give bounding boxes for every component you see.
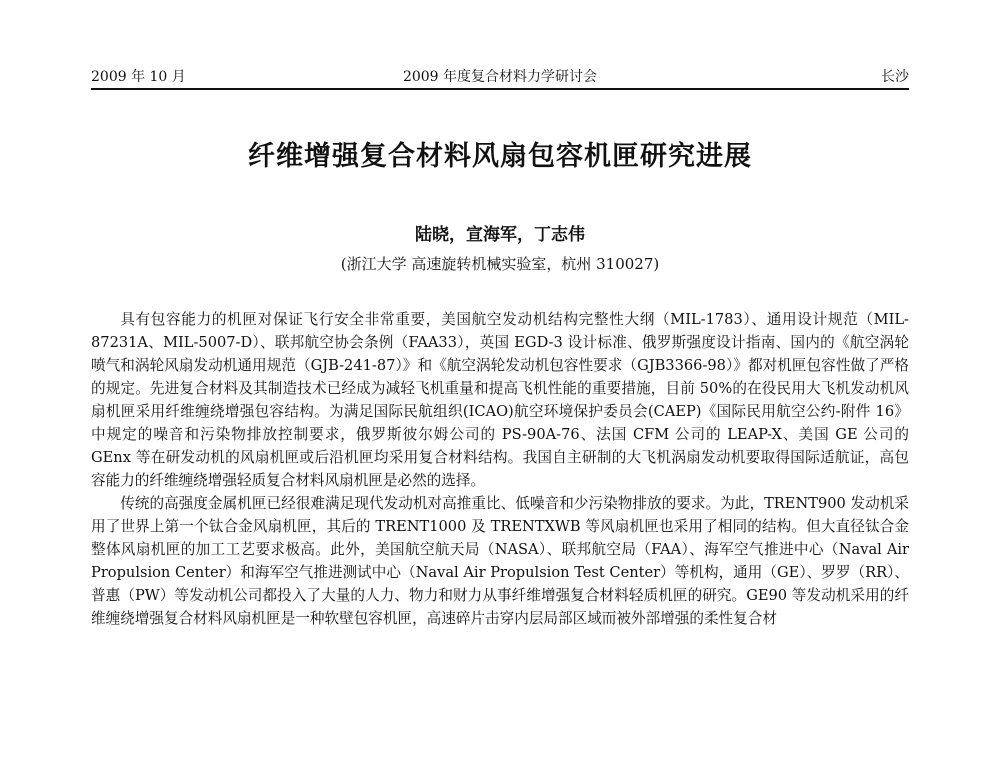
running-header (91, 66, 909, 90)
paper-title: 纤维增强复合材料风扇包容机匣研究进展 (248, 141, 752, 172)
paper-authors: 陆晓，宣海军，丁志伟 (415, 225, 585, 245)
header-location: 长沙 (881, 69, 909, 85)
header-conference: 2009 年度复合材料力学研讨会 (402, 69, 598, 85)
paper-affiliation: (浙江大学 高速旋转机械实验室，杭州 310027) (340, 255, 660, 273)
paragraph-2: 传统的高强度金属机匣已经很难满足现代发动机对高推重比、低噪音和少污染物排放的要求。为此，TRENT900 发动机采用了世界上第一个钛合金风扇机匣，其后的 TRENT1000 及 TRENTXWB 等风扇机匣也采用了相同的结构。但大直径钛合金整体风扇机匣的加工工艺要求极高。此外，美国航空航天局（NASA）、联邦航空局（FAA）、海军空气推进中心（Naval Air Propulsion Center）和海军空气推进测试中心（Naval Air Propulsion Test Center）等机构，通用（GE）、罗罗（RR）、普惠（PW）等发动机公司都投入了大量的人力、物力和财力从事纤维增强复合材料轻质机匣的研究。GE90 等发动机采用的纤维缠绕增强复合材料风扇机匣是一种软壁包容机匣，高速碎片击穿内层局部区域而被外部增强的柔性复合材 (91, 495, 909, 627)
header-date: 2009 年 10 月 (91, 69, 186, 85)
body-text (91, 308, 909, 630)
paragraph-1: 具有包容能力的机匣对保证飞行安全非常重要，美国航空发动机结构完整性大纲（MIL-1783）、通用设计规范（MIL-87231A、MIL-5007-D）、联邦航空协会条例（FAA33），英国 EGD-3 设计标准、俄罗斯强度设计指南、国内的《航空涡轮喷气和涡轮风扇发动机通用规范（GJB-241-87）》和《航空涡轮发动机包容性要求（GJB3366-98）》都对机匣包容性做了严格的规定。先进复合材料及其制造技术已经成为减轻飞机重量和提高飞机性能的重要措施，目前 50%的在役民用大飞机发动机风扇机匣采用纤维缠绕增强包容结构。为满足国际民航组织(ICAO)航空环境保护委员会(CAEP)《国际民用航空公约-附件 16》中规定的噪音和污染物排放控制要求，俄罗斯彼尔姆公司的 PS-90A-76、法国 CFM 公司的 LEAP-X、美国 GE 公司的 GEnx 等在研发动机的风扇机匣或后沿机匣均采用复合材料结构。我国自主研制的大飞机涡扇发动机要取得国际适航证，高包容能力的纤维缠绕增强轻质复合材料风扇机匣是必然的选择。 (91, 311, 909, 489)
